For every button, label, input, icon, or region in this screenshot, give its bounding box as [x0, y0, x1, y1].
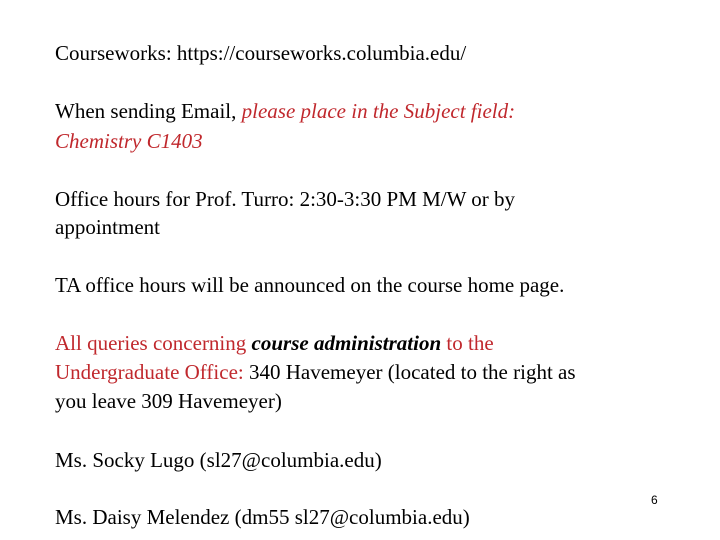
office-location: 340 Havemeyer (located to the right as [243, 360, 576, 384]
contact-lugo: Ms. Socky Lugo (sl27@columbia.edu) [55, 448, 382, 472]
contact-melendez: Ms. Daisy Melendez (dm55 sl27@columbia.edu) [55, 505, 470, 529]
email-lead: When sending Email, [55, 99, 242, 123]
page-number: 6 [651, 493, 658, 507]
courseworks-line [55, 39, 466, 67]
queries-line-2 [55, 358, 576, 386]
email-instruction: please place in the Subject field: [241, 99, 516, 123]
courseworks-text: Courseworks: https://courseworks.columbia.edu/ [55, 41, 467, 65]
email-subject: Chemistry C1403 [55, 129, 203, 153]
office-hours-line-1: Office hours for Prof. Turro: 2:30-3:30 PM M/W or by [55, 187, 516, 211]
queries-lead: All queries concerning [55, 331, 252, 355]
undergraduate-office: Undergraduate Office: [55, 360, 244, 384]
queries-line-3: you leave 309 Havemeyer) [55, 389, 282, 413]
queries-to-the: to the [441, 331, 494, 355]
ta-hours-line: TA office hours will be announced on the course home page. [55, 273, 565, 297]
queries-line-1 [55, 329, 494, 357]
email-line [55, 97, 515, 125]
queries-emphasis: course administration [251, 331, 442, 355]
office-hours-line-2: appointment [55, 215, 160, 239]
